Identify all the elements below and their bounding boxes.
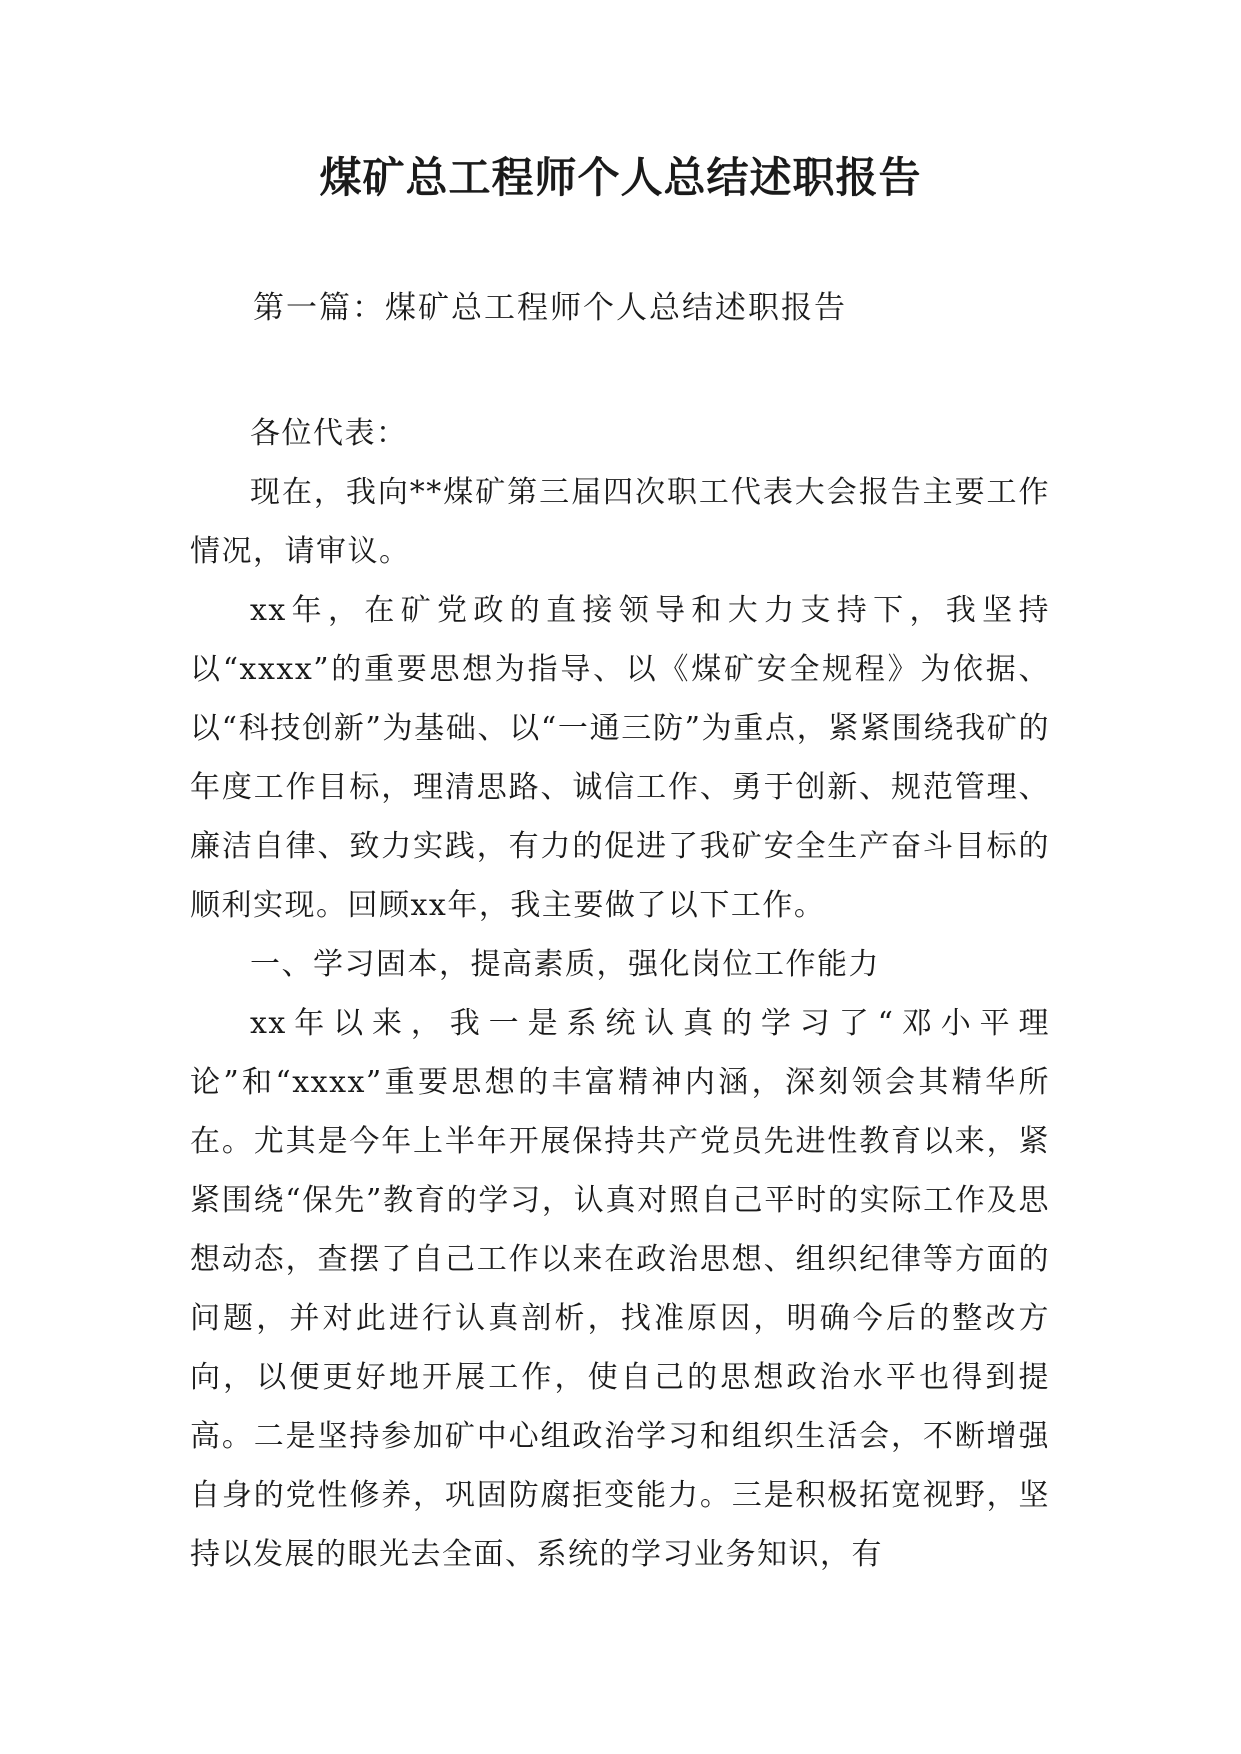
body-paragraph: xx年，在矿党政的直接领导和大力支持下，我坚持以“xxxx”的重要思想为指导、以《煤矿安全规程》为依据、以“科技创新”为基础、以“一通三防”为重点，紧紧围绕我矿的年度工作目标，理清思路、诚信工作、勇于创新、规范管理、廉洁自律、致力实践，有力的促进了我矿安全生产奋斗目标的顺利实现。回顾xx年，我主要做了以下工作。 bbox=[190, 593, 1050, 923]
document-body bbox=[190, 404, 1050, 1584]
salutation: 各位代表： bbox=[250, 416, 408, 451]
document-title: 煤矿总工程师个人总结述职报告 bbox=[319, 153, 922, 202]
body-paragraph: xx年以来，我一是系统认真的学习了“邓小平理论”和“xxxx”重要思想的丰富精神内涵，深刻领会其精华所在。尤其是今年上半年开展保持共产党员先进性教育以来，紧紧围绕“保先”教育的学习，认真对照自己平时的实际工作及思想动态，查摆了自己工作以来在政治思想、组织纪律等方面的问题，并对此进行认真剖析，找准原因，明确今后的整改方向，以便更好地开展工作，使自己的思想政治水平也得到提高。二是坚持参加矿中心组政治学习和组织生活会，不断增强自身的党性修养，巩固防腐拒变能力。三是积极拓宽视野，坚持以发展的眼光去全面、系统的学习业务知识，有 bbox=[190, 1006, 1050, 1572]
document-subtitle: 第一篇：煤矿总工程师个人总结述职报告 bbox=[253, 290, 847, 326]
body-paragraph: 现在，我向**煤矿第三届四次职工代表大会报告主要工作情况，请审议。 bbox=[190, 475, 1050, 569]
section-heading: 一、学习固本，提高素质，强化岗位工作能力 bbox=[250, 947, 880, 982]
